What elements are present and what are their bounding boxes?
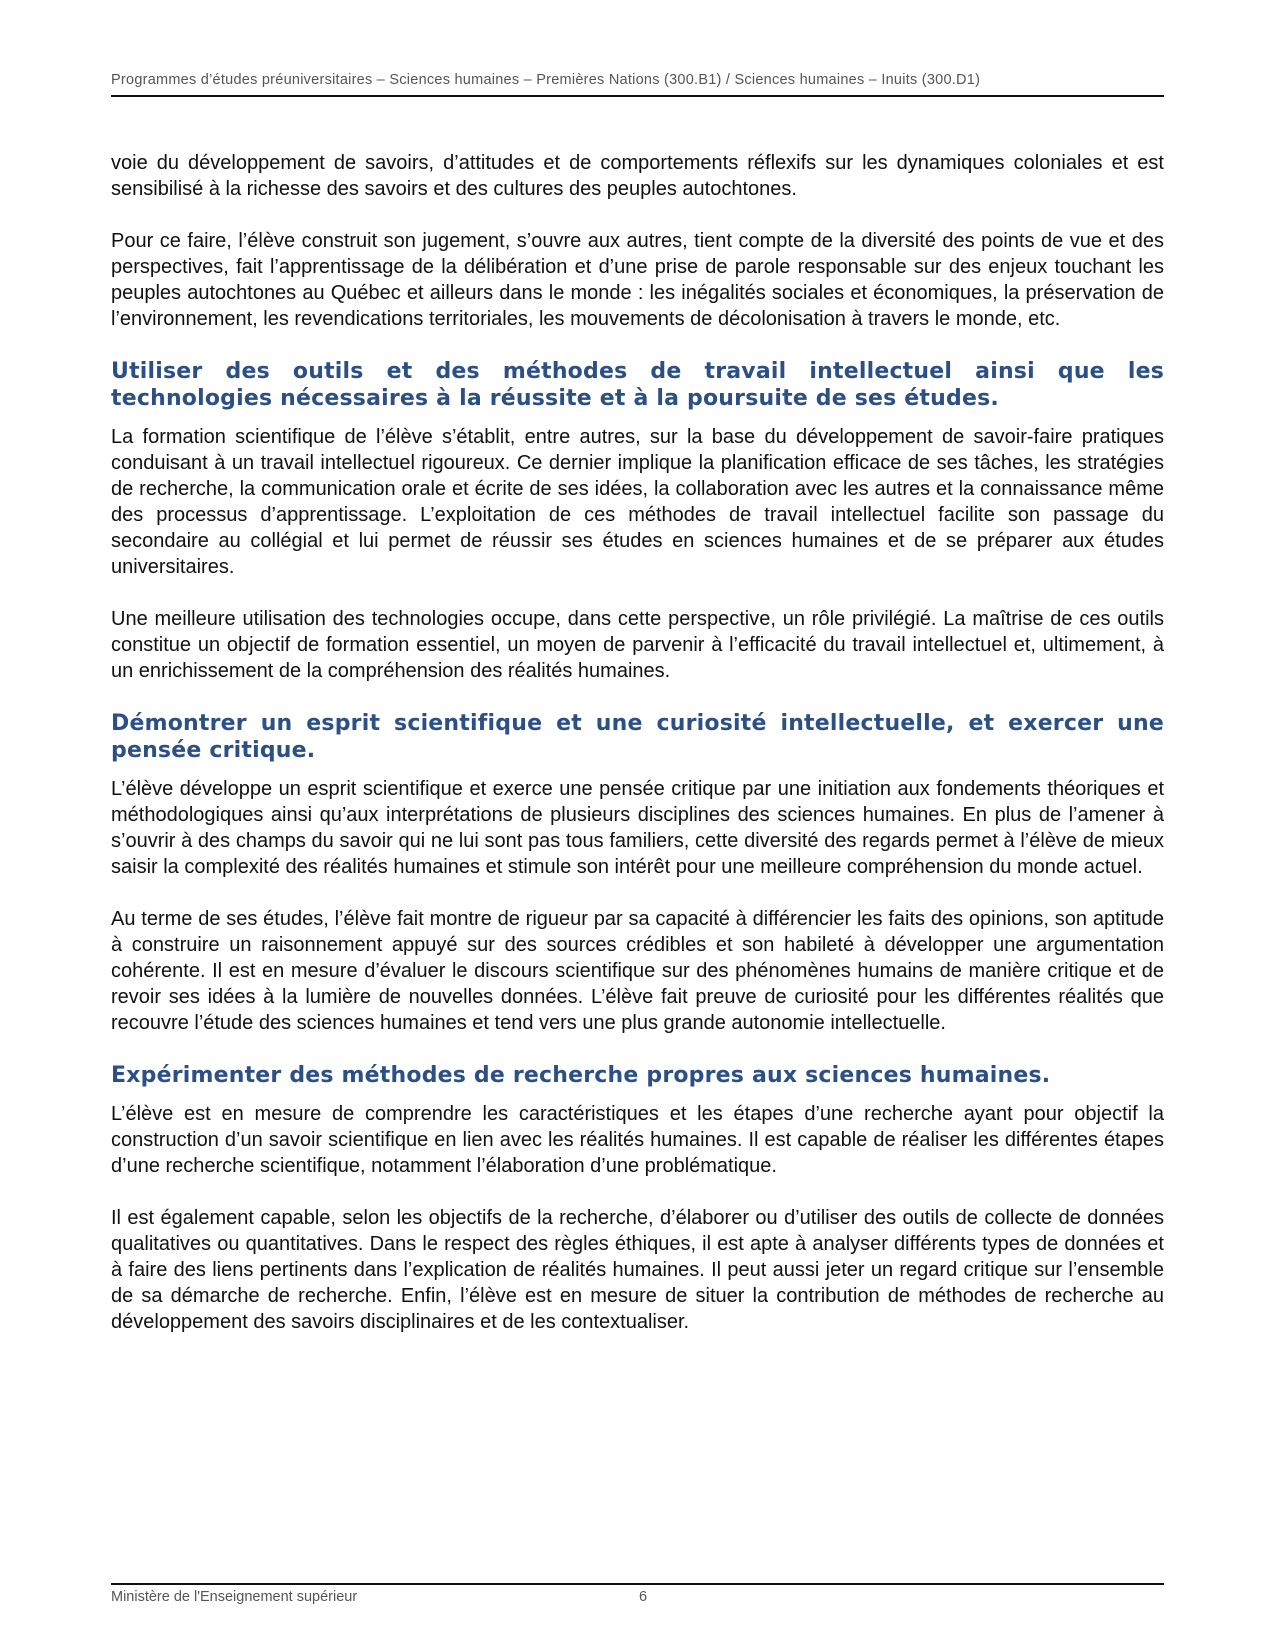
- outils-paragraph-1: La formation scientifique de l’élève s’établit, entre autres, sur la base du développement de savoir-faire pratiques conduisant à un travail intellectuel rigoureux. Ce dernier implique la planification efficace de ses tâches, les stratégies de recherche, la communication orale et écrite de ses idées, la collaboration avec les autres et la connaissance même des processus d’apprentissage. L’exploitation de ces méthodes de travail intellectuel facilite son passage du secondaire au collégial et lui permet de réussir ses études en sciences humaines et de se préparer aux études universitaires.: [111, 426, 1164, 578]
- esprit-paragraph-2: Au terme de ses études, l’élève fait montre de rigueur par sa capacité à différencier les faits des opinions, son aptitude à construire un raisonnement appuyé sur des sources crédibles et son habileté à développer une argumentation cohérente. Il est en mesure d’évaluer le discours scientifique sur des phénomènes humains de manière critique et de revoir ses idées à la lumière de nouvelles données. L’élève fait preuve de curiosité pour les différentes réalités que recouvre l’étude des sciences humaines et tend vers une plus grande autonomie intellectuelle.: [111, 908, 1164, 1034]
- section-heading-recherche: Expérimenter des méthodes de recherche propres aux sciences humaines.: [111, 1063, 1051, 1088]
- footer-ministry: Ministère de l'Enseignement supérieur: [111, 1589, 358, 1605]
- recherche-paragraph-1: L’élève est en mesure de comprendre les caractéristiques et les étapes d’une recherche ayant pour objectif la construction d’un savoir scientifique en lien avec les réalités humaines. Il est capable de réaliser les différentes étapes d’une recherche scientifique, notamment l’élaboration d’une problématique.: [111, 1103, 1164, 1177]
- section-heading-esprit: Démontrer un esprit scientifique et une curiosité intellectuelle, et exercer une pensée critique.: [111, 711, 1164, 763]
- page-body: [111, 150, 1164, 1335]
- intro-paragraph-1: voie du développement de savoirs, d’attitudes et de comportements réflexifs sur les dynamiques coloniales et est sensibilisé à la richesse des savoirs et des cultures des peuples autochtones.: [111, 152, 1164, 200]
- section-heading-outils: Utiliser des outils et des méthodes de travail intellectuel ainsi que les technologies nécessaires à la réussite et à la poursuite de ses études.: [111, 359, 1164, 411]
- header-divider: [111, 95, 1164, 97]
- outils-paragraph-2: Une meilleure utilisation des technologies occupe, dans cette perspective, un rôle privilégié. La maîtrise de ces outils constitue un objectif de formation essentiel, un moyen de parvenir à l’efficacité du travail intellectuel et, ultimement, à un enrichissement de la compréhension des réalités humaines.: [111, 608, 1164, 682]
- running-header: Programmes d’études préuniversitaires – Sciences humaines – Premières Nations (300.B1) / Sciences humaines – Inuits (300.D1): [111, 72, 981, 88]
- esprit-paragraph-1: L’élève développe un esprit scientifique et exerce une pensée critique par une initiation aux fondements théoriques et méthodologiques ainsi qu’aux interprétations de plusieurs disciplines des sciences humaines. En plus de l’amener à s’ouvrir à des champs du savoir qui ne lui sont pas tous familiers, cette diversité des regards permet à l’élève de mieux saisir la complexité des réalités humaines et stimule son intérêt pour une meilleure compréhension du monde actuel.: [111, 778, 1164, 878]
- page-number: 6: [639, 1589, 648, 1605]
- recherche-paragraph-2: Il est également capable, selon les objectifs de la recherche, d’élaborer ou d’utiliser des outils de collecte de données qualitatives ou quantitatives. Dans le respect des règles éthiques, il est apte à analyser différents types de données et à faire des liens pertinents dans l’explication de réalités humaines. Il peut aussi jeter un regard critique sur l’ensemble de sa démarche de recherche. Enfin, l’élève est en mesure de situer la contribution de méthodes de recherche au développement des savoirs disciplinaires et de les contextualiser.: [111, 1207, 1164, 1333]
- footer-divider: [111, 1583, 1164, 1585]
- intro-paragraph-2: Pour ce faire, l’élève construit son jugement, s’ouvre aux autres, tient compte de la diversité des points de vue et des perspectives, fait l’apprentissage de la délibération et d’une prise de parole responsable sur des enjeux touchant les peuples autochtones au Québec et ailleurs dans le monde : les inégalités sociales et économiques, la préservation de l’environnement, les revendications territoriales, les mouvements de décolonisation à travers le monde, etc.: [111, 230, 1164, 330]
